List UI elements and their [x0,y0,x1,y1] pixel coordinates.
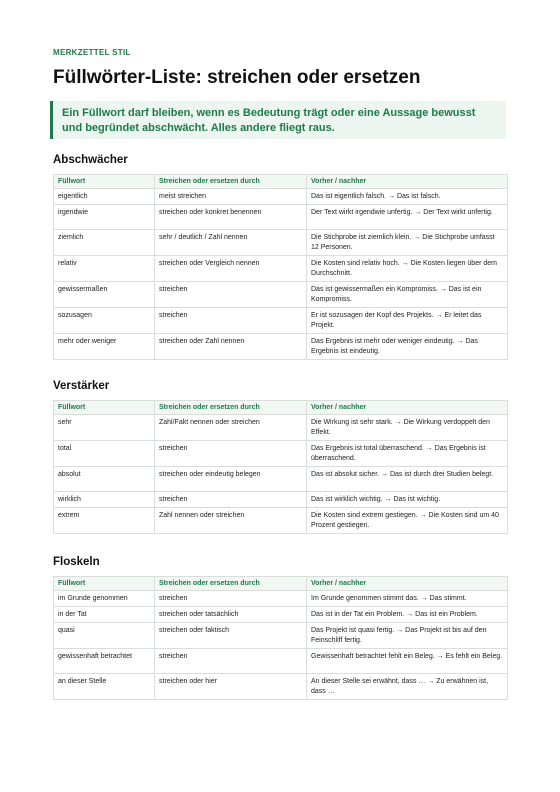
column-header-example: Vorher / nachher [307,577,508,591]
cell-word: mehr oder weniger [54,334,155,360]
column-header-replacement: Streichen oder ersetzen durch [155,401,307,415]
cell-example: Das ist in der Tat ein Problem. → Das ist ein Problem. [307,607,508,623]
section-heading: Verstärker [53,380,110,392]
cell-replacement: streichen oder hier [155,674,307,700]
cell-replacement: streichen [155,282,307,308]
column-header-word: Füllwort [54,401,155,415]
cell-example: Er ist sozusagen der Kopf des Projekts. → Er leitet das Projekt. [307,308,508,334]
filler-table [53,400,508,534]
cell-example: Der Text wirkt irgendwie unfertig. → Der Text wirkt unfertig. [307,205,508,230]
cell-word: in der Tat [54,607,155,623]
cell-replacement: streichen oder Zahl nennen [155,334,307,360]
table-row [54,623,508,649]
section-heading: Abschwächer [53,154,128,166]
section-abschwaecher [53,153,507,360]
cell-example: Im Grunde genommen stimmt das. → Das stimmt. [307,591,508,607]
cell-example: An dieser Stelle sei erwähnt, dass … → Zu erwähnen ist, dass … [307,674,508,700]
cell-word: eigentlich [54,189,155,205]
filler-table [53,576,508,700]
table-row [54,674,508,700]
table-row [54,334,508,360]
cell-example: Das ist gewissermaßen ein Kompromiss. → Das ist ein Kompromiss. [307,282,508,308]
cell-replacement: streichen oder tatsächlich [155,607,307,623]
table-row [54,282,508,308]
cell-replacement: streichen oder faktisch [155,623,307,649]
cell-example: Das Projekt ist quasi fertig. → Das Projekt ist bis auf den Feinschliff fertig. [307,623,508,649]
cell-example: Das Ergebnis ist mehr oder weniger eindeutig. → Das Ergebnis ist eindeutig. [307,334,508,360]
cell-example: Das Ergebnis ist total überraschend. → Das Ergebnis ist überraschend. [307,441,508,467]
section-heading: Floskeln [53,556,100,568]
table-row [54,256,508,282]
cell-word: total [54,441,155,467]
table-row [54,467,508,492]
cell-word: gewissenhaft betrachtet [54,649,155,674]
cell-replacement: streichen oder Vergleich nennen [155,256,307,282]
table-row [54,607,508,623]
cell-word: extrem [54,508,155,534]
cell-word: relativ [54,256,155,282]
table-row [54,649,508,674]
table-row [54,492,508,508]
cell-example: Die Wirkung ist sehr stark. → Die Wirkung verdoppelt den Effekt. [307,415,508,441]
column-header-word: Füllwort [54,577,155,591]
cell-word: wirklich [54,492,155,508]
cell-replacement: meist streichen [155,189,307,205]
cell-example: Das ist wirklich wichtig. → Das ist wichtig. [307,492,508,508]
cell-word: sozusagen [54,308,155,334]
cell-word: sehr [54,415,155,441]
cell-replacement: streichen [155,492,307,508]
table-row [54,230,508,256]
filler-table [53,174,508,360]
rule-callout: Ein Füllwort darf bleiben, wenn es Bedeutung trägt oder eine Aussage bewusst und begründet abschwächt. Alles andere fliegt raus. [50,101,506,139]
cell-example: Das ist absolut sicher. → Das ist durch drei Studien belegt. [307,467,508,492]
table-row [54,308,508,334]
cell-replacement: sehr / deutlich / Zahl nennen [155,230,307,256]
table-row [54,189,508,205]
cell-example: Die Kosten sind extrem gestiegen. → Die Kosten sind um 40 Prozent gestiegen. [307,508,508,534]
kicker-label: MERKZETTEL STIL [53,48,131,57]
cell-replacement: streichen [155,591,307,607]
cell-word: quasi [54,623,155,649]
section-verstaerker [53,379,507,534]
column-header-word: Füllwort [54,175,155,189]
cell-example: Gewissenhaft betrachtet fehlt ein Beleg. → Es fehlt ein Beleg. [307,649,508,674]
cell-replacement: streichen [155,308,307,334]
cell-word: irgendwie [54,205,155,230]
column-header-example: Vorher / nachher [307,175,508,189]
column-header-replacement: Streichen oder ersetzen durch [155,175,307,189]
table-header-row [54,175,508,189]
cell-word: gewissermaßen [54,282,155,308]
cell-example: Die Stichprobe ist ziemlich klein. → Die Stichprobe umfasst 12 Personen. [307,230,508,256]
cell-word: ziemlich [54,230,155,256]
table-row [54,441,508,467]
cell-replacement: streichen [155,441,307,467]
section-floskeln [53,555,507,700]
column-header-replacement: Streichen oder ersetzen durch [155,577,307,591]
table-header-row [54,401,508,415]
cell-word: an dieser Stelle [54,674,155,700]
table-row [54,591,508,607]
page-title: Füllwörter-Liste: streichen oder ersetzen [53,67,421,88]
table-header-row [54,577,508,591]
cell-word: absolut [54,467,155,492]
cell-replacement: Zahl nennen oder streichen [155,508,307,534]
cell-word: im Grunde genommen [54,591,155,607]
cell-example: Das ist eigentlich falsch. → Das ist falsch. [307,189,508,205]
cell-replacement: streichen oder eindeutig belegen [155,467,307,492]
cell-replacement: Zahl/Fakt nennen oder streichen [155,415,307,441]
cell-example: Die Kosten sind relativ hoch. → Die Kosten liegen über dem Durchschnitt. [307,256,508,282]
table-row [54,205,508,230]
table-row [54,508,508,534]
cell-replacement: streichen oder konkret benennen [155,205,307,230]
cell-replacement: streichen [155,649,307,674]
column-header-example: Vorher / nachher [307,401,508,415]
table-row [54,415,508,441]
